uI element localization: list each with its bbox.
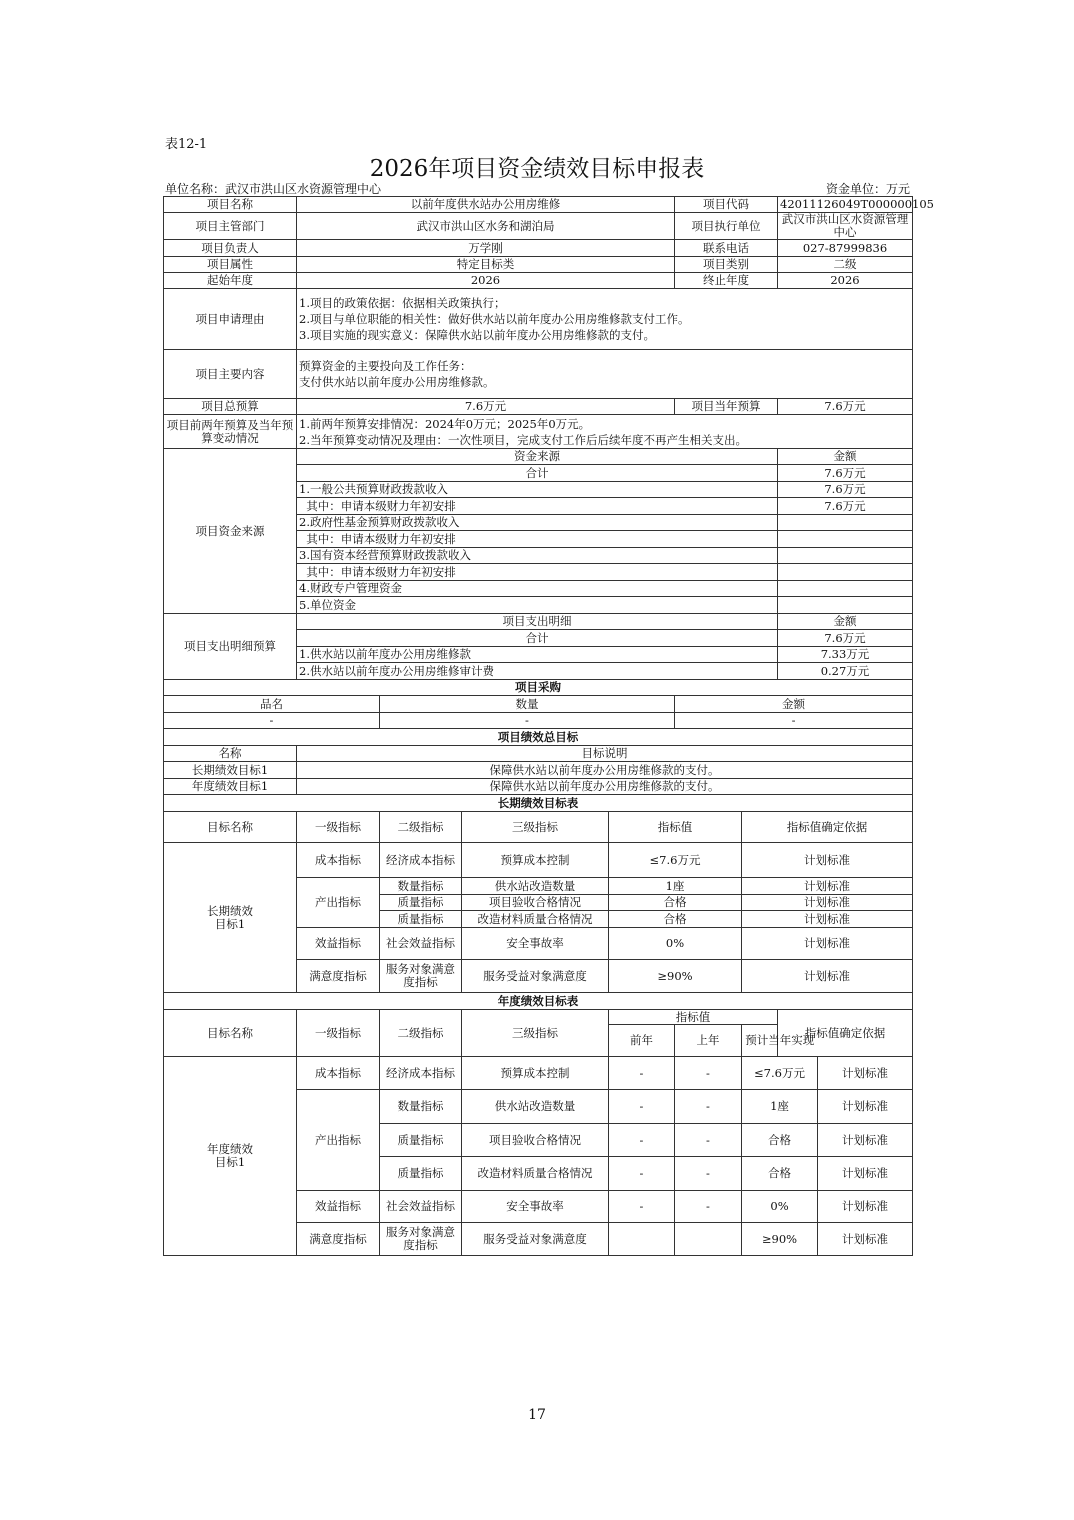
annual-title: 年度绩效目标表 <box>164 993 913 1010</box>
procure-title: 项目采购 <box>164 680 913 696</box>
an-l3: 预算成本控制 <box>462 1057 609 1090</box>
an-y1: - <box>609 1057 675 1090</box>
info-row <box>164 350 913 399</box>
an-header: 指标值 <box>609 1010 778 1025</box>
an-y1: - <box>609 1191 675 1223</box>
an-y1: - <box>609 1124 675 1157</box>
an-y1: - <box>609 1157 675 1191</box>
an-value: ≥90% <box>742 1223 818 1256</box>
funding-amount: 7.6万元 <box>778 482 913 498</box>
lt-basis: 计划标准 <box>742 928 913 960</box>
an-header: 三级指标 <box>462 1010 609 1057</box>
lt-l1: 产出指标 <box>297 878 380 928</box>
an-l1: 产出指标 <box>297 1090 380 1191</box>
lt-l3: 服务受益对象满意度 <box>462 960 609 993</box>
info-row <box>164 240 913 257</box>
an-y2: - <box>675 1124 742 1157</box>
overall-header-row <box>164 746 913 762</box>
value-cell: 2026 <box>297 273 675 289</box>
project-info-table <box>163 196 935 1256</box>
an-subheader: 预计当年实现 <box>742 1025 818 1057</box>
an-l3: 供水站改造数量 <box>462 1090 609 1124</box>
an-value: ≤7.6万元 <box>742 1057 818 1090</box>
detail-name: 1.供水站以前年度办公用房维修款 <box>297 647 778 663</box>
lt-l3: 供水站改造数量 <box>462 878 609 895</box>
detail-header-row <box>164 614 913 630</box>
an-value: 0% <box>742 1191 818 1223</box>
detail-amount: 0.27万元 <box>778 663 913 680</box>
an-basis: 计划标准 <box>818 1090 913 1124</box>
value-cell: 武汉市洪山区水务和湖泊局 <box>297 213 675 240</box>
lt-header: 指标值 <box>609 812 742 843</box>
label-cell: 项目负责人 <box>164 240 297 257</box>
an-l1: 成本指标 <box>297 1057 380 1090</box>
an-l3: 项目验收合格情况 <box>462 1124 609 1157</box>
funding-amount <box>778 548 913 564</box>
label-cell: 项目代码 <box>675 197 778 213</box>
an-l3: 服务受益对象满意度 <box>462 1223 609 1256</box>
label-cell: 项目前两年预算及当年预算变动情况 <box>164 415 297 449</box>
info-row <box>164 213 913 240</box>
lt-header: 一级指标 <box>297 812 380 843</box>
funding-name: 2.政府性基金预算财政拨款收入 <box>297 515 778 531</box>
label-cell: 项目属性 <box>164 257 297 273</box>
value-cell: 7.6万元 <box>297 399 675 415</box>
longterm-title-row <box>164 795 913 812</box>
overall-title-row <box>164 729 913 746</box>
an-basis: 计划标准 <box>818 1223 913 1256</box>
procure-qty-header: 数量 <box>380 696 675 713</box>
annual-header-row <box>164 1010 913 1025</box>
funding-amount: 7.6万元 <box>778 498 913 515</box>
detail-item-header: 项目支出明细 <box>297 614 778 630</box>
funding-amount <box>778 597 913 614</box>
lt-header: 三级指标 <box>462 812 609 843</box>
label-cell: 项目申请理由 <box>164 289 297 350</box>
funding-name: 4.财政专户管理资金 <box>297 581 778 597</box>
an-basis: 计划标准 <box>818 1124 913 1157</box>
label-cell: 项目当年预算 <box>675 399 778 415</box>
an-y1: - <box>609 1090 675 1124</box>
an-l2: 数量指标 <box>380 1090 462 1124</box>
value-cell: 万学刚 <box>297 240 675 257</box>
an-header: 指标值确定依据 <box>778 1010 913 1057</box>
overall-name-header: 名称 <box>164 746 297 762</box>
an-l2: 经济成本指标 <box>380 1057 462 1090</box>
an-header: 二级指标 <box>380 1010 462 1057</box>
label-cell: 项目总预算 <box>164 399 297 415</box>
info-row <box>164 289 913 350</box>
procure-name: - <box>164 713 380 729</box>
annual-title-row <box>164 993 913 1010</box>
an-y2: - <box>675 1090 742 1124</box>
unit-name: 单位名称：武汉市洪山区水资源管理中心 <box>165 182 382 196</box>
lt-value: 0% <box>609 928 742 960</box>
an-y2: - <box>675 1157 742 1191</box>
info-row <box>164 257 913 273</box>
prev-text: 1.前两年预算安排情况：2024年0万元；2025年0万元。 2.当年预算变动情况及理由：一次性项目，完成支付工作后后续年度不再产生相关支出。 <box>297 415 913 449</box>
lt-l2: 数量指标 <box>380 878 462 895</box>
funding-name: 合计 <box>297 465 778 482</box>
detail-amount: 7.6万元 <box>778 630 913 647</box>
funding-header-row <box>164 449 913 465</box>
funding-name: 其中：申请本级财力年初安排 <box>297 564 778 581</box>
lt-l3: 安全事故率 <box>462 928 609 960</box>
money-unit: 资金单位：万元 <box>825 182 910 196</box>
label-cell: 项目名称 <box>164 197 297 213</box>
lt-l1: 成本指标 <box>297 843 380 878</box>
overall-title: 项目绩效总目标 <box>164 729 913 746</box>
an-basis: 计划标准 <box>818 1191 913 1223</box>
detail-amount: 7.33万元 <box>778 647 913 663</box>
value-cell: 2026 <box>778 273 913 289</box>
funding-amount <box>778 564 913 581</box>
an-y2: - <box>675 1191 742 1223</box>
funding-name: 其中：申请本级财力年初安排 <box>297 531 778 548</box>
procure-row <box>164 713 913 729</box>
an-l1: 效益指标 <box>297 1191 380 1223</box>
overall-desc: 保障供水站以前年度办公用房维修款的支付。 <box>297 762 913 779</box>
detail-amt-header: 金额 <box>778 614 913 630</box>
an-basis: 计划标准 <box>818 1057 913 1090</box>
overall-row <box>164 779 913 795</box>
funding-src-header: 资金来源 <box>297 449 778 465</box>
overall-desc: 保障供水站以前年度办公用房维修款的支付。 <box>297 779 913 795</box>
label-cell: 起始年度 <box>164 273 297 289</box>
overall-desc-header: 目标说明 <box>297 746 913 762</box>
value-cell: 以前年度供水站办公用房维修 <box>297 197 675 213</box>
lt-basis: 计划标准 <box>742 878 913 895</box>
lt-header: 目标名称 <box>164 812 297 843</box>
lt-l2: 服务对象满意度指标 <box>380 960 462 993</box>
info-row <box>164 273 913 289</box>
content-text: 预算资金的主要投向及工作任务： 支付供水站以前年度办公用房维修款。 <box>297 350 913 399</box>
lt-value: 合格 <box>609 911 742 928</box>
lt-value: ≥90% <box>609 960 742 993</box>
an-subheader: 前年 <box>609 1025 675 1057</box>
an-y2 <box>675 1223 742 1256</box>
reason-text: 1.项目的政策依据：依据相关政策执行； 2.项目与单位职能的相关性：做好供水站以前年度办公用房维修款支付工作。 3.项目实施的现实意义：保障供水站以前年度办公用房维修款的支付。 <box>297 289 913 350</box>
lt-basis: 计划标准 <box>742 911 913 928</box>
funding-name: 3.国有资本经营预算财政拨款收入 <box>297 548 778 564</box>
page-number: 17 <box>528 1407 546 1423</box>
an-y2: - <box>675 1057 742 1090</box>
lt-l3: 预算成本控制 <box>462 843 609 878</box>
detail-label: 项目支出明细预算 <box>164 614 297 680</box>
lt-l2: 经济成本指标 <box>380 843 462 878</box>
label-cell: 终止年度 <box>675 273 778 289</box>
funding-amount <box>778 581 913 597</box>
an-l1: 满意度指标 <box>297 1223 380 1256</box>
an-l2: 质量指标 <box>380 1157 462 1191</box>
an-subheader: 上年 <box>675 1025 742 1057</box>
an-value: 合格 <box>742 1124 818 1157</box>
longterm-title: 长期绩效目标表 <box>164 795 913 812</box>
procure-name-header: 品名 <box>164 696 380 713</box>
funding-name: 1.一般公共预算财政拨款收入 <box>297 482 778 498</box>
lt-value: 合格 <box>609 895 742 911</box>
funding-label: 项目资金来源 <box>164 449 297 614</box>
funding-amount <box>778 515 913 531</box>
procure-amt-header: 金额 <box>675 696 913 713</box>
value-cell: 027-87999836 <box>778 240 913 257</box>
lt-l3: 项目验收合格情况 <box>462 895 609 911</box>
an-basis: 计划标准 <box>818 1157 913 1191</box>
annual-row <box>164 1057 913 1090</box>
funding-amount <box>778 531 913 548</box>
value-cell: 武汉市洪山区水资源管理中心 <box>778 213 913 240</box>
lt-l1: 满意度指标 <box>297 960 380 993</box>
lt-header: 二级指标 <box>380 812 462 843</box>
an-value: 合格 <box>742 1157 818 1191</box>
an-target: 年度绩效 目标1 <box>164 1057 297 1256</box>
an-l2: 质量指标 <box>380 1124 462 1157</box>
lt-l2: 质量指标 <box>380 895 462 911</box>
procure-amt: - <box>675 713 913 729</box>
info-row <box>164 399 913 415</box>
lt-basis: 计划标准 <box>742 895 913 911</box>
procure-qty: - <box>380 713 675 729</box>
an-l3: 改造材料质量合格情况 <box>462 1157 609 1191</box>
longterm-header-row <box>164 812 913 843</box>
table-number: 表12-1 <box>165 137 208 152</box>
value-cell: 7.6万元 <box>778 399 913 415</box>
page-title: 2026年项目资金绩效目标申报表 <box>369 156 705 182</box>
procure-header-row <box>164 696 913 713</box>
longterm-row <box>164 843 913 878</box>
lt-value: ≤7.6万元 <box>609 843 742 878</box>
overall-row <box>164 762 913 779</box>
lt-target: 长期绩效 目标1 <box>164 843 297 993</box>
procure-title-row <box>164 680 913 696</box>
an-y1 <box>609 1223 675 1256</box>
funding-amount: 7.6万元 <box>778 465 913 482</box>
lt-basis: 计划标准 <box>742 843 913 878</box>
funding-name: 其中：申请本级财力年初安排 <box>297 498 778 515</box>
an-header: 一级指标 <box>297 1010 380 1057</box>
an-header: 目标名称 <box>164 1010 297 1057</box>
an-value: 1座 <box>742 1090 818 1124</box>
lt-l2: 社会效益指标 <box>380 928 462 960</box>
funding-amt-header: 金额 <box>778 449 913 465</box>
label-cell: 项目主管部门 <box>164 213 297 240</box>
an-l2: 服务对象满意度指标 <box>380 1223 462 1256</box>
info-row <box>164 415 913 449</box>
lt-l3: 改造材料质量合格情况 <box>462 911 609 928</box>
label-cell: 项目类别 <box>675 257 778 273</box>
overall-name: 年度绩效目标1 <box>164 779 297 795</box>
label-cell: 联系电话 <box>675 240 778 257</box>
value-cell: 特定目标类 <box>297 257 675 273</box>
lt-basis: 计划标准 <box>742 960 913 993</box>
an-l2: 社会效益指标 <box>380 1191 462 1223</box>
label-cell: 项目主要内容 <box>164 350 297 399</box>
lt-l1: 效益指标 <box>297 928 380 960</box>
lt-l2: 质量指标 <box>380 911 462 928</box>
value-cell: 42011126049T000000105 <box>778 197 913 213</box>
lt-value: 1座 <box>609 878 742 895</box>
detail-name: 2.供水站以前年度办公用房维修审计费 <box>297 663 778 680</box>
funding-name: 5.单位资金 <box>297 597 778 614</box>
overall-name: 长期绩效目标1 <box>164 762 297 779</box>
value-cell: 二级 <box>778 257 913 273</box>
label-cell: 项目执行单位 <box>675 213 778 240</box>
lt-header: 指标值确定依据 <box>742 812 913 843</box>
info-row <box>164 197 913 213</box>
an-l3: 安全事故率 <box>462 1191 609 1223</box>
detail-name: 合计 <box>297 630 778 647</box>
